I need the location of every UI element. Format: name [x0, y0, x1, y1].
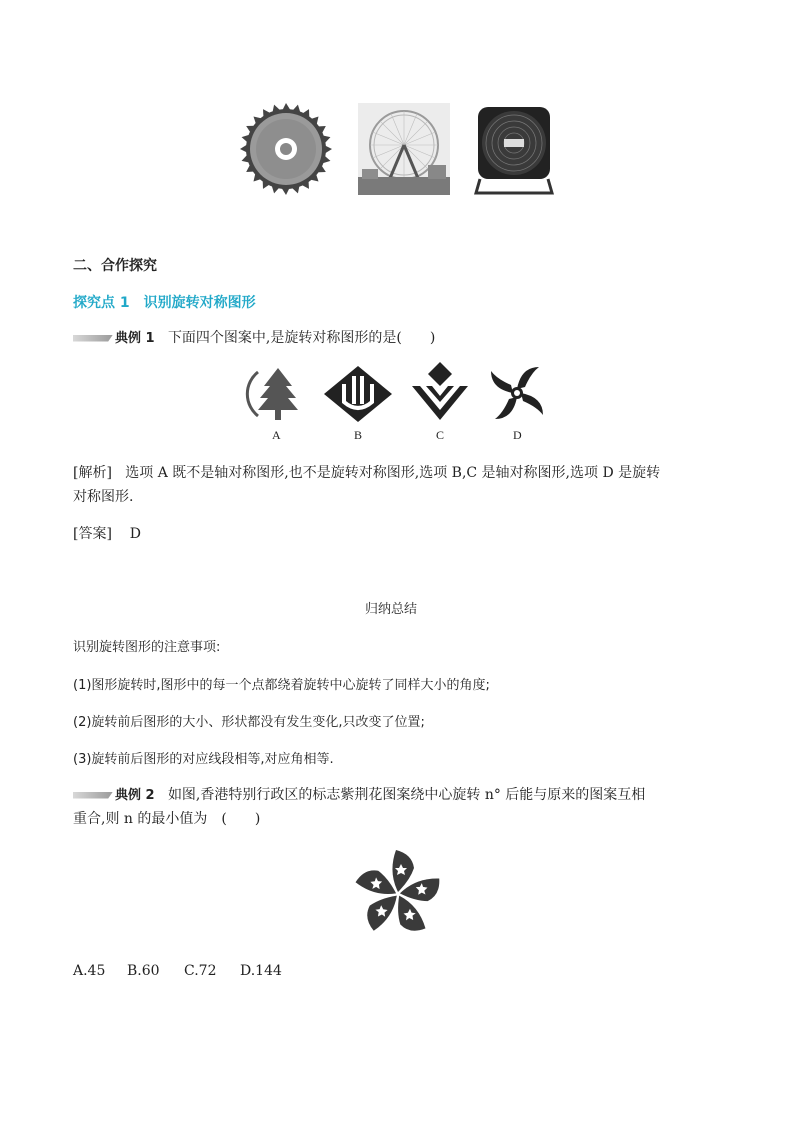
option-c-label: C [436, 428, 445, 442]
answer-row [73, 524, 141, 544]
answer-value: D [129, 526, 141, 542]
example2-label: 典例 2 [115, 788, 155, 803]
desk-fan-image [474, 103, 554, 195]
option-b-figure [322, 362, 394, 426]
example2-row [73, 785, 645, 806]
analysis-text-1: 选项 A 既不是轴对称图形,也不是旋转对称图形,选项 B,C 是轴对称图形,选项 D 是旋转 [125, 465, 661, 481]
answer-tag: [答案] [73, 526, 112, 542]
analysis-line1 [73, 463, 660, 483]
bauhinia-figure [350, 846, 446, 942]
option-a-figure [244, 362, 308, 426]
option-d-figure [484, 360, 550, 426]
choice-b: B.60 [127, 963, 160, 979]
choice-c: C.72 [184, 963, 217, 979]
example-tag-bar [73, 792, 113, 799]
option-d-label: D [513, 428, 522, 442]
example2-text-1: 如图,香港特别行政区的标志紫荆花图案绕中心旋转 n° 后能与原来的图案互相 [167, 787, 646, 803]
summary-item-2: (2)旋转前后图形的大小、形状都没有发生变化,只改变了位置; [73, 715, 425, 730]
example2-text-2: 重合,则 n 的最小值为 ( ) [73, 811, 261, 827]
analysis-tag: [解析] [73, 465, 112, 481]
example1-label: 典例 1 [115, 331, 155, 346]
example1-question: 下面四个图案中,是旋转对称图形的是( ) [167, 330, 436, 346]
example-tag-bar [73, 335, 113, 342]
analysis-line2: 对称图形. [73, 489, 134, 505]
summary-title: 归纳总结 [365, 602, 418, 617]
saw-blade-image [240, 103, 332, 195]
section-title: 二、合作探究 [73, 258, 157, 274]
summary-item-1: (1)图形旋转时,图形中的每一个点都绕着旋转中心旋转了同样大小的角度; [73, 678, 490, 693]
exploration-title: 探究点 1 识别旋转对称图形 [73, 295, 256, 311]
choice-a: A.45 [73, 963, 106, 979]
summary-item-3: (3)旋转前后图形的对应线段相等,对应角相等. [73, 752, 334, 767]
summary-intro: 识别旋转图形的注意事项: [73, 640, 221, 655]
ferris-wheel-image [358, 103, 450, 195]
option-b-label: B [354, 428, 363, 442]
option-c-figure [408, 360, 472, 426]
choice-d: D.144 [240, 963, 282, 979]
example1-row [73, 328, 435, 349]
option-a-label: A [272, 428, 281, 442]
